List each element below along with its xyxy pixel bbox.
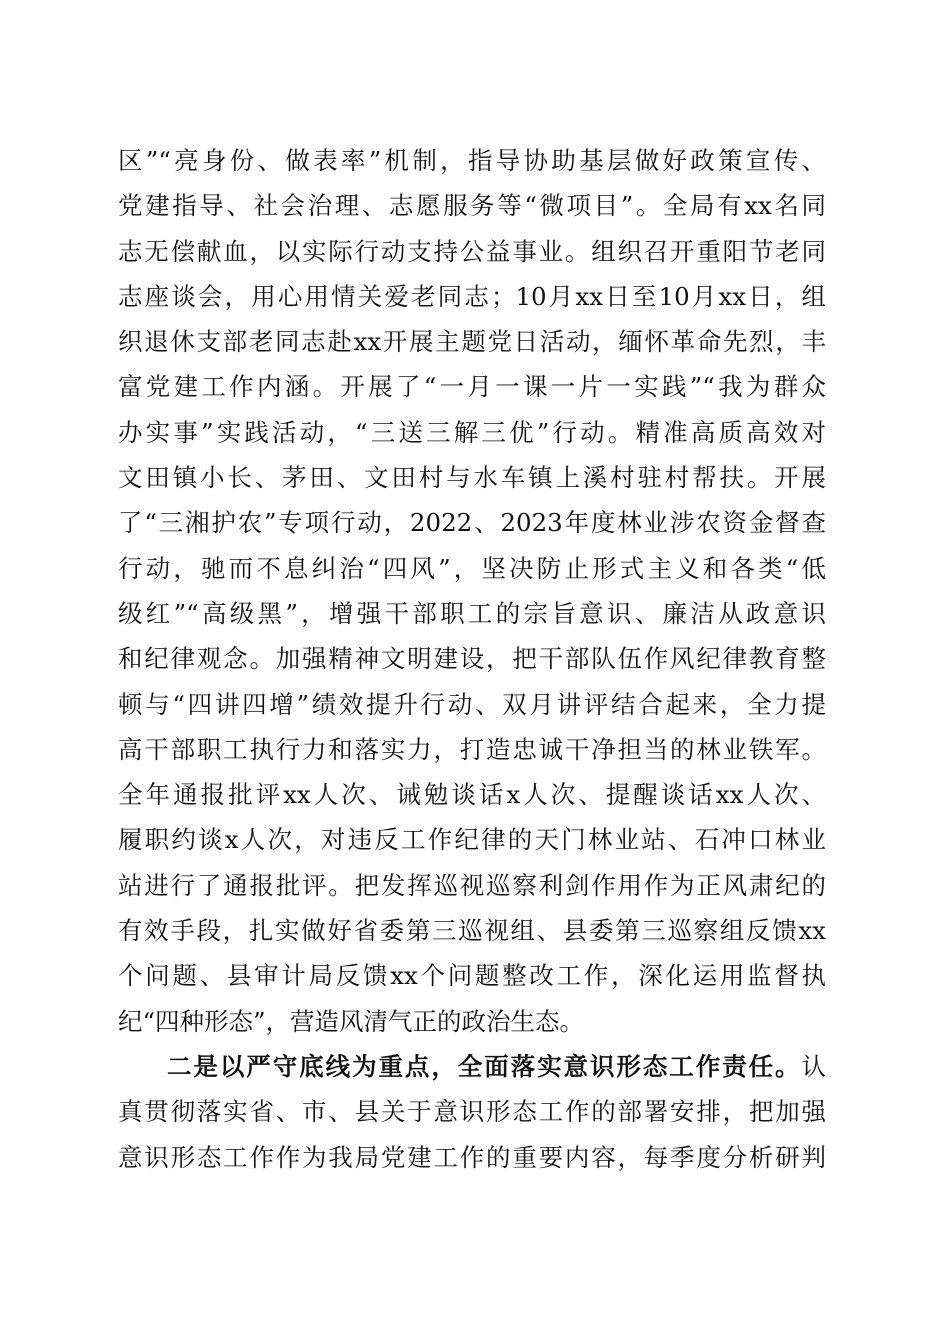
text-line: 全年通报批评xx人次、诫勉谈话x人次、提醒谈话xx人次、 <box>118 780 826 810</box>
paragraph-2 <box>118 1044 826 1180</box>
text-line: 了“三湘护农”专项行动，2022、2023年度林业涉农资金督查 <box>118 508 826 538</box>
text-line: 站进行了通报批评。把发挥巡视巡察利剑作用作为正风肃纪的 <box>118 870 826 900</box>
text-line: 有效手段，扎实做好省委第三巡视组、县委第三巡察组反馈xx <box>118 916 826 946</box>
text-line: 个问题、县审计局反馈xx个问题整改工作，深化运用监督执 <box>118 961 826 991</box>
paragraph-heading-line <box>118 1044 826 1089</box>
text-line: 意识形态工作作为我局党建工作的重要内容，每季度分析研判 <box>118 1142 826 1172</box>
text-line: 级红”“高级黑”，增强干部职工的宗旨意识、廉洁从政意识 <box>118 598 826 628</box>
text-line: 纪“四种形态”，营造风清气正的政治生态。 <box>118 1006 585 1036</box>
text-line: 区”“亮身份、做表率”机制，指导协助基层做好政策宣传、 <box>118 146 826 175</box>
text-line: 办实事”实践活动，“三送三解三优”行动。精准高质高效对 <box>118 417 826 447</box>
heading-line-tail: 认 <box>801 1051 826 1081</box>
text-line: 真贯彻落实省、市、县关于意识形态工作的部署安排，把加强 <box>118 1097 826 1127</box>
text-line: 文田镇小长、茅田、文田村与水车镇上溪村驻村帮扶。开展 <box>118 463 826 493</box>
text-line: 织退休支部老同志赴xx开展主题党日活动，缅怀革命先烈，丰 <box>118 327 826 357</box>
body-text <box>118 138 826 1180</box>
text-line: 党建指导、社会治理、志愿服务等“微项目”。全局有xx名同 <box>118 191 826 221</box>
text-line: 志无偿献血，以实际行动支持公益事业。组织召开重阳节老同 <box>118 236 826 266</box>
text-line: 履职约谈x人次，对违反工作纪律的天门林业站、石冲口林业 <box>118 825 826 855</box>
text-line: 和纪律观念。加强精神文明建设，把干部队伍作风纪律教育整 <box>118 644 826 674</box>
text-line: 志座谈会，用心用情关爱老同志；10月xx日至10月xx日，组 <box>118 281 826 311</box>
text-line: 行动，驰而不息纠治“四风”，坚决防止形式主义和各类“低 <box>118 553 826 583</box>
paragraph-heading: 二是以严守底线为重点，全面落实意识形态工作责任。 <box>167 1051 802 1081</box>
text-line: 富党建工作内涵。开展了“一月一课一片一实践”“我为群众 <box>118 372 826 402</box>
text-line: 顿与“四讲四增”绩效提升行动、双月讲评结合起来，全力提 <box>118 689 826 719</box>
text-line: 高干部职工执行力和落实力，打造忠诚干净担当的林业铁军。 <box>118 734 826 764</box>
paragraph-1 <box>118 138 826 1044</box>
